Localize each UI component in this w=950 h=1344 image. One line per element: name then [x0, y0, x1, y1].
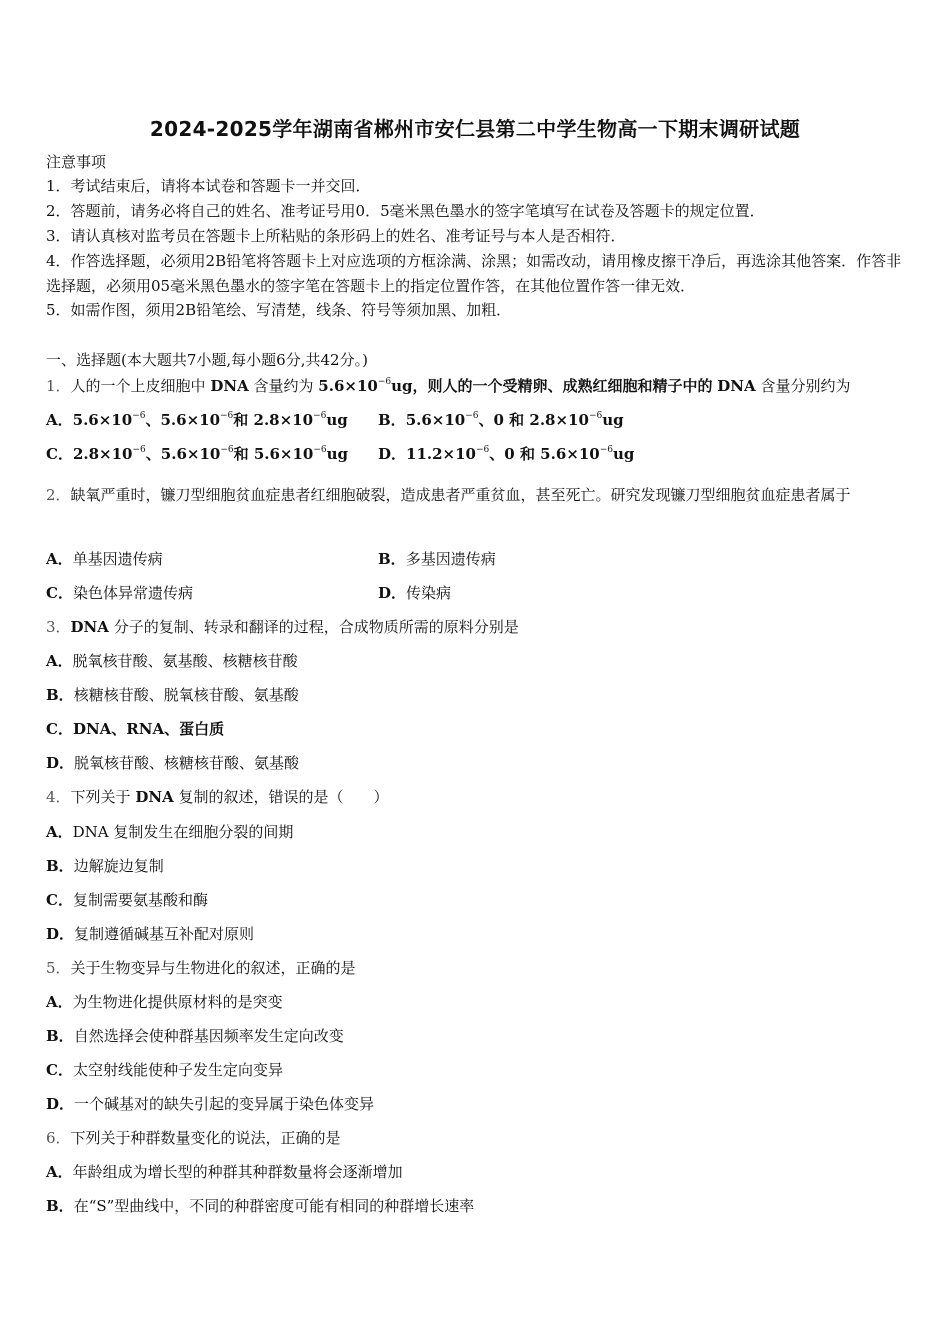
option-text: 传染病 — [406, 584, 452, 602]
q4-option-d[interactable] — [46, 924, 254, 944]
option-text: 5.6×10 — [72, 411, 133, 429]
exponent: −6 — [313, 445, 327, 455]
option-text: 复制需要氨基酸和酶 — [72, 891, 208, 909]
option-text: 染色体异常遗传病 — [72, 584, 193, 602]
option-text: 自然选择会使种群基因频率发生定向改变 — [73, 1027, 344, 1045]
option-text: 一个碱基对的缺失引起的变异属于染色体变异 — [74, 1095, 375, 1113]
option-text: 、5.6×10 — [145, 445, 221, 463]
option-text: 5.6×10 — [405, 411, 466, 429]
option-label: C． — [46, 445, 73, 463]
exponent: −6 — [588, 411, 603, 421]
option-text: ug — [612, 445, 635, 463]
q5-option-a[interactable] — [46, 992, 283, 1012]
question-number: 2． — [46, 486, 71, 504]
option-label: D． — [46, 1095, 75, 1113]
option-text: 核糖核苷酸、脱氧核苷酸、氨基酸 — [73, 686, 299, 704]
q1-option-a[interactable] — [46, 410, 348, 430]
option-label: B． — [46, 686, 74, 704]
option-label: A． — [46, 652, 73, 670]
exponent: −6 — [313, 411, 327, 421]
option-text: 在“S”型曲线中，不同的种群密度可能有相同的种群增长速率 — [73, 1197, 475, 1215]
notice-item-4: 4．作答选择题，必须用2B铅笔将答题卡上对应选项的方框涂满、涂黑；如需改动，请用橡皮擦干净后，再选涂其他答案．作答非选择题，必须用05毫米黑色墨水的签字笔在答题卡上的指定位置作答，在其他位置作答一律无效． — [46, 252, 902, 295]
q5-option-b[interactable] — [46, 1026, 344, 1046]
q3-option-a[interactable] — [46, 651, 298, 671]
question-text: 分子的复制、转录和翻译的过程，合成物质所需的原料分别是 — [113, 618, 519, 636]
question-term: DNA — [70, 618, 109, 636]
option-text: 和 2.8×10 — [233, 411, 314, 429]
option-label: C． — [46, 720, 73, 738]
option-label: A． — [46, 550, 73, 568]
question-number: 6． — [46, 1129, 71, 1147]
q2-option-c[interactable] — [46, 583, 193, 603]
option-text: 脱氧核苷酸、核糖核苷酸、氨基酸 — [74, 754, 300, 772]
exponent: −6 — [132, 411, 146, 421]
q6-option-a[interactable] — [46, 1162, 403, 1182]
option-label: A． — [46, 1163, 73, 1181]
option-label: C． — [46, 891, 73, 909]
question-text: 下列关于种群数量变化的说法，正确的是 — [70, 1129, 341, 1147]
question-4 — [46, 787, 389, 807]
notice-item-1: 1．考试结束后，请将本试卷和答题卡一并交回． — [46, 177, 371, 195]
option-label: B． — [378, 411, 406, 429]
option-text: 为生物进化提供原材料的是突变 — [72, 993, 283, 1011]
q5-option-d[interactable] — [46, 1094, 374, 1114]
question-5 — [46, 958, 356, 978]
option-text: ug — [602, 411, 624, 429]
option-text: 多基因遗传病 — [405, 550, 496, 568]
question-text: 下列关于 — [70, 788, 131, 806]
exponent: −6 — [599, 445, 613, 455]
exponent: −6 — [476, 445, 490, 455]
q1-option-d[interactable] — [378, 444, 634, 464]
question-number: 1． — [46, 377, 71, 395]
option-label: D． — [378, 584, 407, 602]
option-text: 11.2×10 — [406, 445, 476, 463]
question-value: 5.6×10 — [318, 377, 378, 395]
option-text: DNA 复制发生在细胞分裂的间期 — [72, 823, 294, 841]
question-text: 关于生物变异与生物进化的叙述，正确的是 — [70, 959, 356, 977]
notice-heading: 注意事项 — [46, 153, 107, 171]
option-text: 复制遵循碱基互补配对原则 — [74, 925, 255, 943]
option-label: B． — [46, 1027, 74, 1045]
notice-item-3: 3．请认真核对监考员在答题卡上所粘贴的条形码上的姓名、准考证号与本人是否相符． — [46, 227, 626, 245]
question-6 — [46, 1128, 341, 1148]
option-label: B． — [378, 550, 406, 568]
option-label: D． — [378, 445, 407, 463]
question-term: DNA — [135, 788, 174, 806]
option-text: 、0 和 2.8×10 — [478, 411, 589, 429]
question-2 — [46, 476, 908, 514]
q4-option-a[interactable] — [46, 822, 293, 842]
q2-option-a[interactable] — [46, 549, 163, 569]
option-text: 和 5.6×10 — [233, 445, 314, 463]
option-text: 、0 和 5.6×10 — [489, 445, 600, 463]
option-text: 太空射线能使种子发生定向变异 — [72, 1061, 283, 1079]
exponent: −6 — [465, 411, 479, 421]
q1-option-c[interactable] — [46, 444, 348, 464]
option-label: D． — [46, 925, 75, 943]
question-text: 缺氧严重时，镰刀型细胞贫血症患者红细胞破裂，造成患者严重贫血，甚至死亡。研究发现镰刀型细胞贫血症患者属于 — [70, 486, 851, 504]
exponent: −6 — [132, 445, 146, 455]
question-text: ug，则人的一个受精卵、成熟红细胞和精子中的 — [391, 377, 713, 395]
q6-option-b[interactable] — [46, 1196, 474, 1216]
question-number: 5． — [46, 959, 71, 977]
question-text: 含量约为 — [253, 377, 314, 395]
option-label: C． — [46, 584, 73, 602]
q4-option-b[interactable] — [46, 856, 164, 876]
option-label: B． — [46, 1197, 74, 1215]
option-text: 边解旋边复制 — [73, 857, 164, 875]
question-number: 3． — [46, 618, 71, 636]
q2-option-d[interactable] — [378, 583, 451, 603]
option-text: ug — [326, 411, 348, 429]
q5-option-c[interactable] — [46, 1060, 283, 1080]
exponent: −6 — [220, 445, 234, 455]
option-text: 2.8×10 — [72, 445, 133, 463]
question-term: DNA — [210, 377, 249, 395]
option-label: A． — [46, 993, 73, 1011]
exponent: −6 — [220, 411, 234, 421]
q1-option-b[interactable] — [378, 410, 624, 430]
option-label: C． — [46, 1061, 73, 1079]
option-text: 单基因遗传病 — [72, 550, 163, 568]
q2-option-b[interactable] — [378, 549, 496, 569]
option-text: 年龄组成为增长型的种群其种群数量将会逐渐增加 — [72, 1163, 403, 1181]
option-label: B． — [46, 857, 74, 875]
question-text: 人的一个上皮细胞中 — [70, 377, 206, 395]
option-label: A． — [46, 823, 73, 841]
question-text: 含量分别约为 — [760, 377, 851, 395]
q3-option-d[interactable] — [46, 753, 299, 773]
option-label: A． — [46, 411, 73, 429]
option-text: 、5.6×10 — [145, 411, 221, 429]
question-text: 复制的叙述，错误的是（ ） — [178, 788, 389, 806]
question-term: DNA — [717, 377, 756, 395]
question-1 — [46, 376, 850, 396]
option-text: DNA、RNA、蛋白质 — [72, 720, 225, 738]
exponent: −6 — [377, 377, 392, 387]
option-label: D． — [46, 754, 75, 772]
notice-item-5: 5．如需作图，须用2B铅笔绘、写清楚，线条、符号等须加黑、加粗． — [46, 301, 512, 319]
q4-option-c[interactable] — [46, 890, 208, 910]
option-text: ug — [326, 445, 349, 463]
notice-item-2: 2．答题前，请务必将自己的姓名、准考证号用0．5毫米黑色墨水的签字笔填写在试卷及答题卡的规定位置． — [46, 202, 765, 220]
section-heading: 一、选择题(本大题共7小题,每小题6分,共42分。) — [46, 351, 368, 369]
q3-option-c[interactable] — [46, 719, 224, 739]
question-3 — [46, 617, 519, 637]
question-number: 4． — [46, 788, 71, 806]
page-title: 2024-2025学年湖南省郴州市安仁县第二中学生物高一下期末调研试题 — [149, 117, 801, 141]
option-text: 脱氧核苷酸、氨基酸、核糖核苷酸 — [72, 652, 298, 670]
q3-option-b[interactable] — [46, 685, 299, 705]
